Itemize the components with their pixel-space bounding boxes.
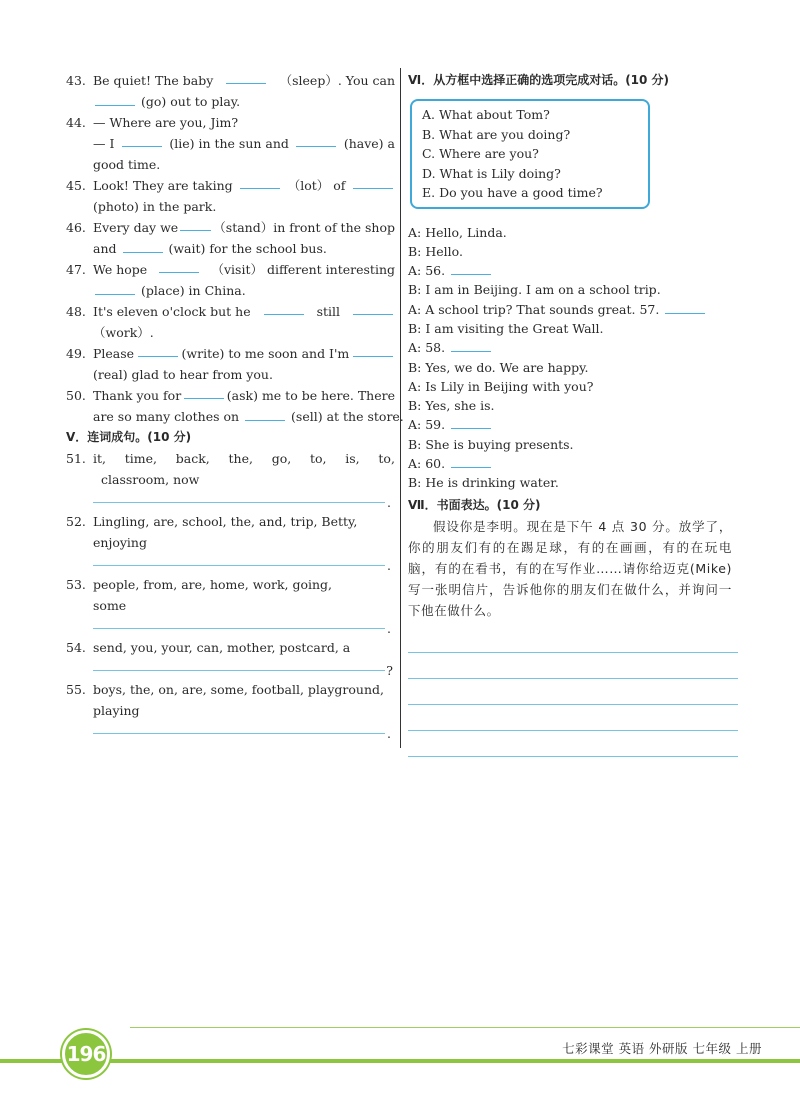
question-50-line2 — [93, 406, 404, 427]
dialogue — [408, 223, 738, 493]
dialogue-text: A: 56. — [408, 263, 446, 279]
question-text: classroom, now — [101, 472, 200, 487]
question-text: Look! They are taking — [93, 178, 233, 193]
word: to, — [309, 451, 327, 466]
writing-line[interactable] — [408, 679, 738, 705]
question-53-line2 — [93, 595, 395, 616]
question-43-line2 — [93, 91, 395, 112]
question-text: （stand）in front of the shop — [213, 220, 395, 235]
answer-blank[interactable] — [245, 407, 285, 421]
dialogue-line — [408, 242, 738, 261]
word: to, — [378, 451, 395, 466]
footer-rule — [130, 1027, 800, 1028]
dialogue-text: A: A school trip? That sounds great. 57. — [408, 301, 660, 317]
end-mark: ? — [386, 663, 393, 678]
question-text: and — [93, 241, 117, 256]
question-44 — [66, 112, 395, 133]
question-number: 50. — [66, 388, 86, 403]
dialogue-text: A: 58. — [408, 340, 446, 356]
question-43 — [66, 70, 395, 91]
answer-blank[interactable] — [353, 343, 393, 357]
question-number: 46. — [66, 220, 86, 235]
dialogue-text: B: Yes, she is. — [408, 398, 495, 414]
option-c: C. Where are you? — [422, 146, 539, 161]
question-number: 44. — [66, 115, 86, 130]
word: time, — [124, 451, 157, 466]
question-text: (go) out to play. — [140, 94, 241, 109]
dialogue-text: B: Hello. — [408, 243, 463, 259]
dialogue-text: B: Yes, we do. We are happy. — [408, 359, 589, 375]
question-text: Be quiet! The baby — [93, 73, 214, 88]
question-text: Please — [93, 346, 135, 361]
question-text: (place) in China. — [140, 283, 246, 298]
question-text: Lingling, are, school, the, and, trip, Betty, — [93, 514, 358, 529]
question-text: (real) glad to hear from you. — [93, 367, 273, 382]
option-a: A. What about Tom? — [422, 107, 550, 122]
answer-blank[interactable] — [95, 281, 135, 295]
section-5-heading: Ⅴ．连词成句。(10 分) — [66, 430, 192, 444]
answer-line-55[interactable] — [93, 721, 395, 742]
answer-blank[interactable] — [180, 217, 211, 231]
answer-blank[interactable] — [353, 175, 393, 189]
answer-blank[interactable] — [123, 239, 163, 253]
dialogue-line — [408, 358, 738, 377]
question-51 — [66, 448, 395, 469]
question-text: （lot） of — [287, 178, 346, 193]
answer-blank[interactable] — [296, 133, 336, 147]
answer-blank[interactable] — [184, 385, 224, 399]
option-d: D. What is Lily doing? — [422, 165, 561, 181]
answer-blank[interactable] — [159, 259, 199, 273]
dialogue-line — [408, 454, 738, 473]
question-number: 53. — [66, 577, 86, 592]
question-text: — I — [93, 136, 115, 151]
end-mark: . — [387, 558, 391, 573]
answer-blank[interactable] — [353, 301, 393, 315]
question-50 — [66, 385, 395, 406]
question-number: 48. — [66, 304, 86, 319]
question-text: We hope — [93, 262, 148, 277]
dialogue-line — [408, 377, 738, 396]
question-52 — [66, 511, 395, 532]
question-number: 45. — [66, 178, 86, 193]
question-52-line2 — [93, 532, 395, 553]
option-b: B. What are you doing? — [422, 126, 571, 142]
dialogue-line — [408, 261, 738, 280]
column-divider — [400, 68, 401, 748]
right-column — [408, 70, 738, 757]
dialogue-text: A: 60. — [408, 456, 446, 472]
dialogue-text: A: Hello, Linda. — [408, 224, 507, 240]
end-mark: . — [387, 726, 391, 741]
question-number: 52. — [66, 514, 86, 529]
dialogue-line — [408, 319, 738, 338]
answer-blank[interactable] — [138, 343, 178, 357]
section-7-heading: Ⅶ．书面表达。(10 分) — [408, 497, 541, 512]
question-text: Thank you for — [93, 388, 182, 403]
question-text: (ask) me to be here. There — [226, 388, 395, 403]
question-text: (wait) for the school bus. — [168, 241, 327, 256]
question-48-line2 — [93, 322, 395, 343]
writing-line[interactable] — [408, 705, 738, 731]
page-number-badge: 196 — [62, 1030, 110, 1078]
answer-blank[interactable] — [240, 175, 280, 189]
question-55-line2 — [93, 700, 395, 721]
question-text: good time. — [93, 157, 161, 172]
question-44-line3 — [93, 154, 395, 175]
question-46-line2 — [93, 238, 395, 259]
question-text: — Where are you, Jim? — [93, 115, 239, 130]
answer-blank[interactable] — [451, 261, 491, 275]
question-text: boys, the, on, are, some, football, playground, — [93, 682, 384, 697]
dialogue-text: B: I am in Beijing. I am on a school trip. — [408, 282, 661, 298]
writing-line[interactable] — [408, 653, 738, 679]
answer-blank[interactable] — [451, 415, 491, 429]
writing-area[interactable] — [408, 627, 738, 757]
dialogue-line — [408, 280, 738, 299]
answer-blank[interactable] — [451, 338, 491, 352]
question-48 — [66, 301, 395, 322]
end-mark: . — [387, 495, 391, 510]
question-54 — [66, 637, 395, 658]
answer-blank[interactable] — [665, 300, 705, 314]
dialogue-line — [408, 300, 738, 319]
question-text: playing — [93, 703, 140, 718]
dialogue-text: A: Is Lily in Beijing with you? — [408, 378, 594, 394]
dialogue-line — [408, 338, 738, 357]
answer-line-51[interactable] — [93, 490, 395, 511]
book-info: 七彩课堂 英语 外研版 七年级 上册 — [562, 1041, 762, 1056]
question-text: It's eleven o'clock but he — [93, 304, 251, 319]
question-text: （visit） different interesting — [211, 262, 395, 277]
question-text: （sleep）. You can — [279, 73, 395, 88]
dialogue-text: A: 59. — [408, 417, 446, 433]
question-text: (photo) in the park. — [93, 199, 217, 214]
answer-line-54[interactable] — [93, 658, 395, 679]
answer-blank[interactable] — [95, 92, 135, 106]
question-text: people, from, are, home, work, going, — [93, 577, 333, 592]
writing-line[interactable] — [408, 627, 738, 653]
end-mark: . — [387, 621, 391, 636]
question-text: still — [316, 304, 340, 319]
question-text: (sell) at the store. — [291, 409, 404, 424]
question-49 — [66, 343, 395, 364]
question-text: (lie) in the sun and — [169, 136, 289, 151]
answer-blank[interactable] — [264, 301, 304, 315]
question-number: 54. — [66, 640, 86, 655]
question-number: 43. — [66, 73, 86, 88]
option-e: E. Do you have a good time? — [422, 185, 603, 200]
options-box — [410, 99, 650, 209]
question-47 — [66, 259, 395, 280]
answer-line-52[interactable] — [93, 553, 395, 574]
answer-blank[interactable] — [451, 454, 491, 468]
word: is, — [345, 451, 360, 466]
question-text: enjoying — [93, 535, 147, 550]
answer-line-53[interactable] — [93, 616, 395, 637]
question-49-line2 — [93, 364, 395, 385]
dialogue-line — [408, 435, 738, 454]
answer-blank[interactable] — [122, 133, 162, 147]
footer-bar — [0, 1059, 800, 1063]
writing-prompt: 假设你是李明。现在是下午 4 点 30 分。放学了，你的朋友们有的在踢足球，有的在画画，有的在玩电脑，有的在看书，有的在写作业……请你给迈克(Mike) 写一张明信片，告诉他你的朋友们在做什么，并询问一下他在做什么。 — [408, 518, 732, 618]
word: it, — [93, 451, 106, 466]
dialogue-text: B: He is drinking water. — [408, 475, 559, 491]
question-text: (have) a — [343, 136, 395, 151]
question-47-line2 — [93, 280, 395, 301]
word: go, — [271, 451, 292, 466]
word: the, — [228, 451, 253, 466]
question-number: 55. — [66, 682, 86, 697]
question-45-line2 — [93, 196, 395, 217]
dialogue-line — [408, 223, 738, 242]
question-text: (write) to me soon and I'm — [181, 346, 350, 361]
dialogue-line — [408, 473, 738, 492]
dialogue-line — [408, 415, 738, 434]
section-6-heading: Ⅵ．从方框中选择正确的选项完成对话。(10 分) — [408, 73, 670, 87]
question-55 — [66, 679, 395, 700]
left-column — [66, 70, 404, 742]
writing-line[interactable] — [408, 731, 738, 757]
question-text: send, you, your, can, mother, postcard, a — [93, 640, 351, 655]
question-45 — [66, 175, 395, 196]
question-51-line2 — [93, 469, 395, 490]
question-number: 51. — [66, 451, 86, 466]
dialogue-text: B: She is buying presents. — [408, 436, 574, 452]
question-44-line2 — [93, 133, 395, 154]
question-text: Every day we — [93, 220, 179, 235]
question-text: （work）. — [93, 325, 154, 340]
answer-blank[interactable] — [226, 70, 266, 84]
question-text: some — [93, 598, 127, 613]
question-number: 49. — [66, 346, 86, 361]
question-text: are so many clothes on — [93, 409, 240, 424]
question-number: 47. — [66, 262, 86, 277]
dialogue-line — [408, 396, 738, 415]
question-46 — [66, 217, 395, 238]
question-53 — [66, 574, 395, 595]
word: back, — [175, 451, 210, 466]
dialogue-text: B: I am visiting the Great Wall. — [408, 320, 604, 336]
